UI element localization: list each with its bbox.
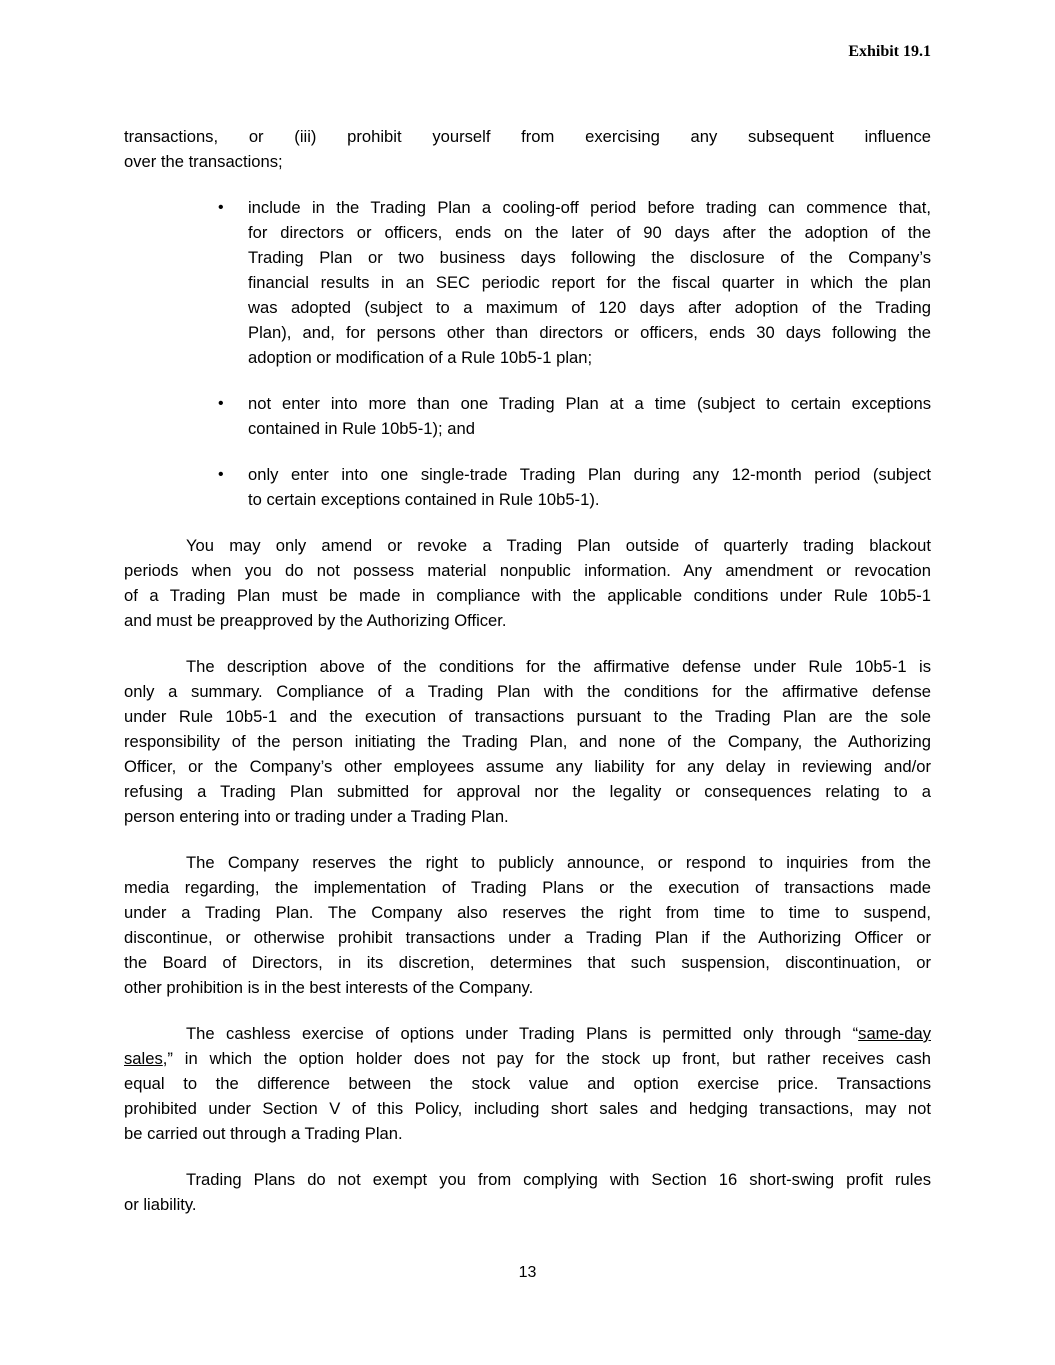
page-number: 13 [518,1264,537,1281]
text-line: periods when you do not possess material nonpublic information. Any amendment or revocation [124,561,931,580]
text-line: only a summary. Compliance of a Trading Plan with the conditions for the affirmative defense [124,682,931,701]
text-line: adoption or modification of a Rule 10b5-1 plan; [248,348,593,367]
text-line [124,1021,931,1046]
text-line: to certain exceptions contained in Rule 10b5-1). [248,490,600,509]
text-line: or liability. [124,1195,197,1214]
bullet-item [124,195,931,370]
text-line: Plan), and, for persons other than directors or officers, ends 30 days following the [248,323,931,342]
text-line: discontinue, or otherwise prohibit transactions under a Trading Plan if the Authorizing Officer or [124,928,931,947]
paragraph [124,850,931,1000]
text-line: contained in Rule 10b5-1); and [248,419,475,438]
paragraph [124,1167,931,1217]
text-line: refusing a Trading Plan submitted for approval nor the legality or consequences relating to a [124,782,931,801]
text-segment: ,” in which the option holder does not pay for the stock up front, but rather receives cash [162,1049,931,1068]
text-line: You may only amend or revoke a Trading Plan outside of quarterly trading blackout [186,536,931,555]
text-line: person entering into or trading under a Trading Plan. [124,807,509,826]
text-line: financial results in an SEC periodic report for the fiscal quarter in which the plan [248,273,931,292]
exhibit-label: Exhibit 19.1 [848,43,931,60]
text-line: Trading Plans do not exempt you from complying with Section 16 short-swing profit rules [186,1170,931,1189]
paragraph [124,654,931,829]
text-line: other prohibition is in the best interests of the Company. [124,978,534,997]
bullet-icon: • [218,466,224,483]
text-line: under a Trading Plan. The Company also reserves the right from time to time to suspend, [124,903,931,922]
text-line: Trading Plan or two business days following the disclosure of the Company’s [248,248,931,267]
text-line: media regarding, the implementation of Trading Plans or the execution of transactions made [124,878,931,897]
document-body [124,124,931,1238]
text-line: the Board of Directors, in its discretion, determines that such suspension, discontinuation, or [124,953,931,972]
text-line: over the transactions; [124,152,283,171]
text-line: Officer, or the Company’s other employees assume any liability for any delay in reviewing and/or [124,757,931,776]
text-line: include in the Trading Plan a cooling-off period before trading can commence that, [248,198,931,217]
text-line: transactions, or (iii) prohibit yourself from exercising any subsequent influence [124,127,931,146]
paragraph [124,1021,931,1146]
text-line: and must be preapproved by the Authorizing Officer. [124,611,507,630]
text-line: be carried out through a Trading Plan. [124,1124,403,1143]
paragraph [124,533,931,633]
bullet-icon: • [218,395,224,412]
text-line: prohibited under Section V of this Policy, including short sales and hedging transactions, may not [124,1099,931,1118]
bullet-icon: • [218,199,224,216]
text-line: of a Trading Plan must be made in compliance with the applicable conditions under Rule 10b5-1 [124,586,931,605]
text-line: The Company reserves the right to publicly announce, or respond to inquiries from the [186,853,931,872]
text-segment: The cashless exercise of options under Trading Plans is permitted only through “ [186,1024,859,1043]
underlined-term: sales [124,1049,163,1068]
underlined-term: same-day [858,1024,931,1043]
text-line: responsibility of the person initiating the Trading Plan, and none of the Company, the Authorizing [124,732,931,751]
text-line: not enter into more than one Trading Plan at a time (subject to certain exceptions [248,394,931,413]
text-line: equal to the difference between the stock value and option exercise price. Transactions [124,1074,931,1093]
text-line: The description above of the conditions for the affirmative defense under Rule 10b5-1 is [186,657,931,676]
text-line: under Rule 10b5-1 and the execution of transactions pursuant to the Trading Plan are the sole [124,707,931,726]
bullet-item [124,391,931,441]
paragraph [124,124,931,174]
text-line: only enter into one single-trade Trading Plan during any 12-month period (subject [248,465,931,484]
text-line: was adopted (subject to a maximum of 120 days after adoption of the Trading [248,298,931,317]
text-line: for directors or officers, ends on the later of 90 days after the adoption of the [248,223,931,242]
bullet-item [124,462,931,512]
text-line [124,1046,931,1071]
